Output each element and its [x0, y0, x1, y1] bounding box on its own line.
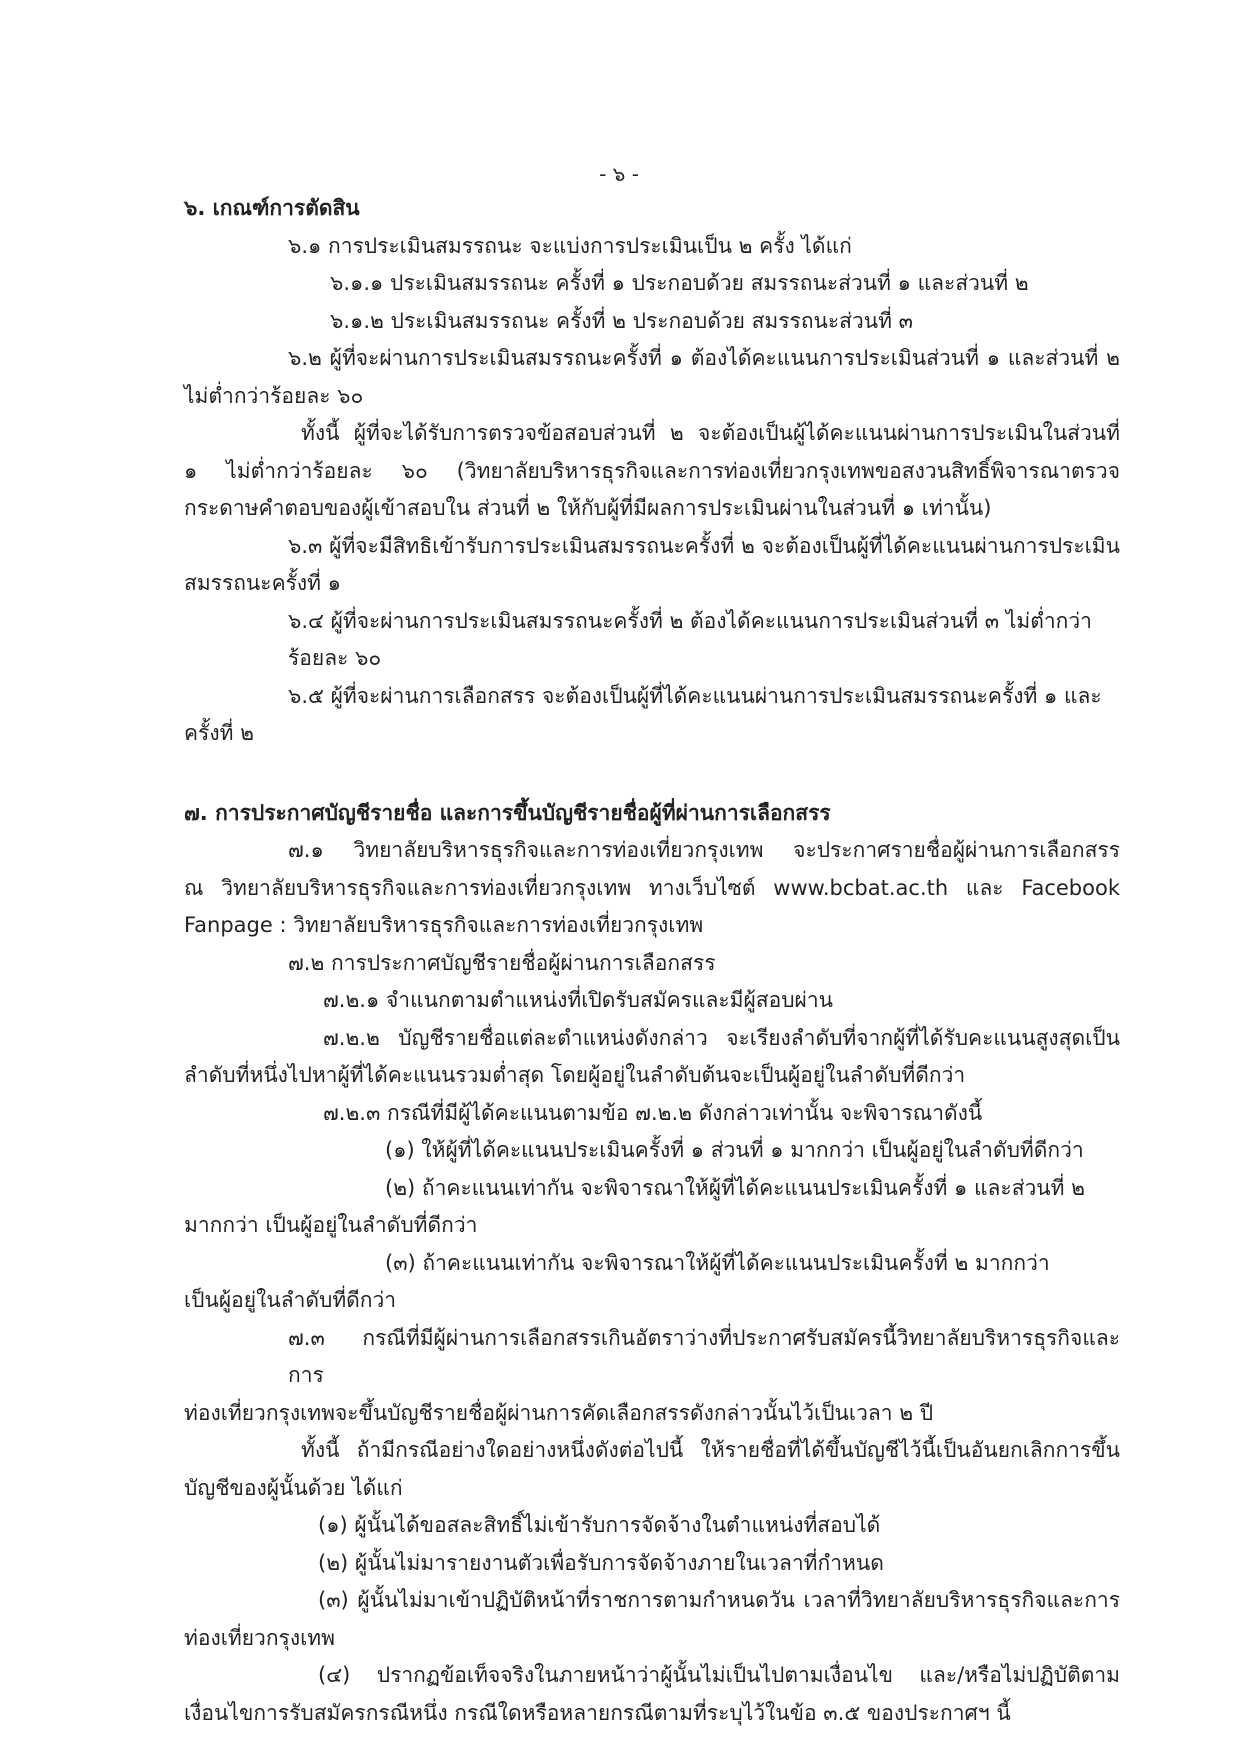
paragraph-line: ทั้งนี้ ถ้ามีกรณีอย่างใดอย่างหนึ่งดังต่อไปนี้ ให้รายชื่อที่ได้ขึ้นบัญชีไว้นี้เป็นอันยกเลิกการขึ้น	[301, 1438, 1120, 1462]
paragraph-line: ๖.๒ ผู้ที่จะผ่านการประเมินสมรรถนะครั้งที่ ๑ ต้องได้คะแนนการประเมินส่วนที่ ๑ และส่วนที่ ๒	[288, 346, 1120, 370]
paragraph-line: ท่องเที่ยวกรุงเทพ	[184, 1625, 335, 1650]
paragraph-line: ๖.๓ ผู้ที่จะมีสิทธิเข้ารับการประเมินสมรรถนะครั้งที่ ๒ จะต้องเป็นผู้ที่ได้คะแนนผ่านการประเมิน	[288, 533, 1120, 558]
paragraph-line: ทั้งนี้ ผู้ที่จะได้รับการตรวจข้อสอบส่วนที่ ๒ จะต้องเป็นผู้ได้คะแนนผ่านการประเมินในส่วนที่	[301, 421, 1120, 445]
paragraph-line: เป็นผู้อยู่ในลำดับที่ดีกว่า	[184, 1288, 397, 1312]
paragraph-line: ท่องเที่ยวกรุงเทพจะขึ้นบัญชีรายชื่อผู้ผ่านการคัดเลือกสรรดังกล่าวนั้นไว้เป็นเวลา ๒ ปี	[184, 1400, 934, 1425]
section-6-heading: ๖. เกณฑ์การตัดสิน	[184, 196, 360, 220]
paragraph-line: ๗.๑ วิทยาลัยบริหารธุรกิจและการท่องเที่ยวกรุงเทพ จะประกาศรายชื่อผู้ผ่านการเลือกสรร	[288, 838, 1120, 862]
paragraph-line: ๗.๓ กรณีที่มีผู้ผ่านการเลือกสรรเกินอัตราว่างที่ประกาศรับสมัครนี้วิทยาลัยบริหารธุรกิจและการ	[288, 1325, 1120, 1387]
section-7-heading: ๗. การประกาศบัญชีรายชื่อ และการขึ้นบัญชีรายชื่อผู้ที่ผ่านการเลือกสรร	[184, 800, 831, 825]
paragraph-line: Fanpage : วิทยาลัยบริหารธุรกิจและการท่องเที่ยวกรุงเทพ	[184, 913, 704, 937]
paragraph-line: (๑) ผู้นั้นได้ขอสละสิทธิ์ไม่เข้ารับการจัดจ้างในตำแหน่งที่สอบได้	[318, 1513, 881, 1537]
paragraph-line: ๖.๑.๑ ประเมินสมรรถนะ ครั้งที่ ๑ ประกอบด้วย สมรรถนะส่วนที่ ๑ และส่วนที่ ๒	[330, 271, 1029, 295]
paragraph-line: ๑ ไม่ต่ำกว่าร้อยละ ๖๐ (วิทยาลัยบริหารธุรกิจและการท่องเที่ยวกรุงเทพขอสงวนสิทธิ์พิจารณาตรวจ	[184, 458, 1120, 483]
paragraph-line: ๗.๒ การประกาศบัญชีรายชื่อผู้ผ่านการเลือกสรร	[288, 950, 716, 975]
paragraph-line: ณ วิทยาลัยบริหารธุรกิจและการท่องเที่ยวกรุงเทพ ทางเว็บไซต์ www.bcbat.ac.th และ Facebook	[184, 875, 1120, 900]
paragraph-line: เงื่อนไขการรับสมัครกรณีหนึ่ง กรณีใดหรือหลายกรณีตามที่ระบุไว้ในข้อ ๓.๕ ของประกาศฯ นี้	[184, 1700, 1011, 1725]
paragraph-line: ลำดับที่หนึ่งไปหาผู้ที่ได้คะแนนรวมต่ำสุด โดยผู้อยู่ในลำดับต้นจะเป็นผู้อยู่ในลำดับที่ดีกว่า	[184, 1063, 966, 1087]
paragraph-line: (๓) ถ้าคะแนนเท่ากัน จะพิจารณาให้ผู้ที่ได้คะแนนประเมินครั้งที่ ๒ มากกว่า	[385, 1250, 1050, 1275]
paragraph-line: ๖.๕ ผู้ที่จะผ่านการเลือกสรร จะต้องเป็นผู้ที่ได้คะแนนผ่านการประเมินสมรรถนะครั้งที่ ๑ และ	[288, 683, 1102, 708]
paragraph-line: (๒) ถ้าคะแนนเท่ากัน จะพิจารณาให้ผู้ที่ได้คะแนนประเมินครั้งที่ ๑ และส่วนที่ ๒	[385, 1175, 1086, 1200]
paragraph-line: ๖.๑.๒ ประเมินสมรรถนะ ครั้งที่ ๒ ประกอบด้วย สมรรถนะส่วนที่ ๓	[330, 308, 914, 333]
page-number: - ๖ -	[599, 162, 639, 186]
paragraph-line: สมรรถนะครั้งที่ ๑	[184, 571, 341, 595]
paragraph-line: กระดาษคำตอบของผู้เข้าสอบใน ส่วนที่ ๒ ให้กับผู้ที่มีผลการประเมินผ่านในส่วนที่ ๑ เท่านั้น)	[184, 496, 992, 520]
paragraph-line: มากกว่า เป็นผู้อยู่ในลำดับที่ดีกว่า	[184, 1213, 478, 1237]
paragraph-line: บัญชีของผู้นั้นด้วย ได้แก่	[184, 1475, 403, 1500]
paragraph-line: ครั้งที่ ๒	[184, 721, 254, 745]
paragraph-line: ๗.๒.๑ จำแนกตามตำแหน่งที่เปิดรับสมัครและมีผู้สอบผ่าน	[323, 988, 834, 1012]
paragraph-line: ๗.๒.๓ กรณีที่มีผู้ได้คะแนนตามข้อ ๗.๒.๒ ดังกล่าวเท่านั้น จะพิจารณาดังนี้	[323, 1100, 983, 1125]
document-body	[184, 190, 1120, 1732]
paragraph-line: (๔) ปรากฏข้อเท็จจริงในภายหน้าว่าผู้นั้นไม่เป็นไปตามเงื่อนไข และ/หรือไม่ปฏิบัติตาม	[318, 1663, 1120, 1687]
paragraph-line: (๒) ผู้นั้นไม่มารายงานตัวเพื่อรับการจัดจ้างภายในเวลาที่กำหนด	[318, 1550, 884, 1575]
paragraph-line: ไม่ต่ำกว่าร้อยละ ๖๐	[184, 383, 364, 408]
paragraph-line: ๖.๑ การประเมินสมรรถนะ จะแบ่งการประเมินเป็น ๒ ครั้ง ได้แก่	[288, 233, 852, 258]
paragraph-line: (๓) ผู้นั้นไม่มาเข้าปฏิบัติหน้าที่ราชการตามกำหนดวัน เวลาที่วิทยาลัยบริหารธุรกิจและการ	[318, 1588, 1120, 1612]
paragraph-line: ๗.๒.๒ บัญชีรายชื่อแต่ละตำแหน่งดังกล่าว จะเรียงลำดับที่จากผู้ที่ได้รับคะแนนสูงสุดเป็น	[323, 1025, 1120, 1050]
paragraph-line: ๖.๔ ผู้ที่จะผ่านการประเมินสมรรถนะครั้งที่ ๒ ต้องได้คะแนนการประเมินส่วนที่ ๓ ไม่ต่ำกว่าร้อยละ ๖๐	[288, 608, 1092, 670]
paragraph-line: (๑) ให้ผู้ที่ได้คะแนนประเมินครั้งที่ ๑ ส่วนที่ ๑ มากกว่า เป็นผู้อยู่ในลำดับที่ดีกว่า	[385, 1138, 1084, 1162]
